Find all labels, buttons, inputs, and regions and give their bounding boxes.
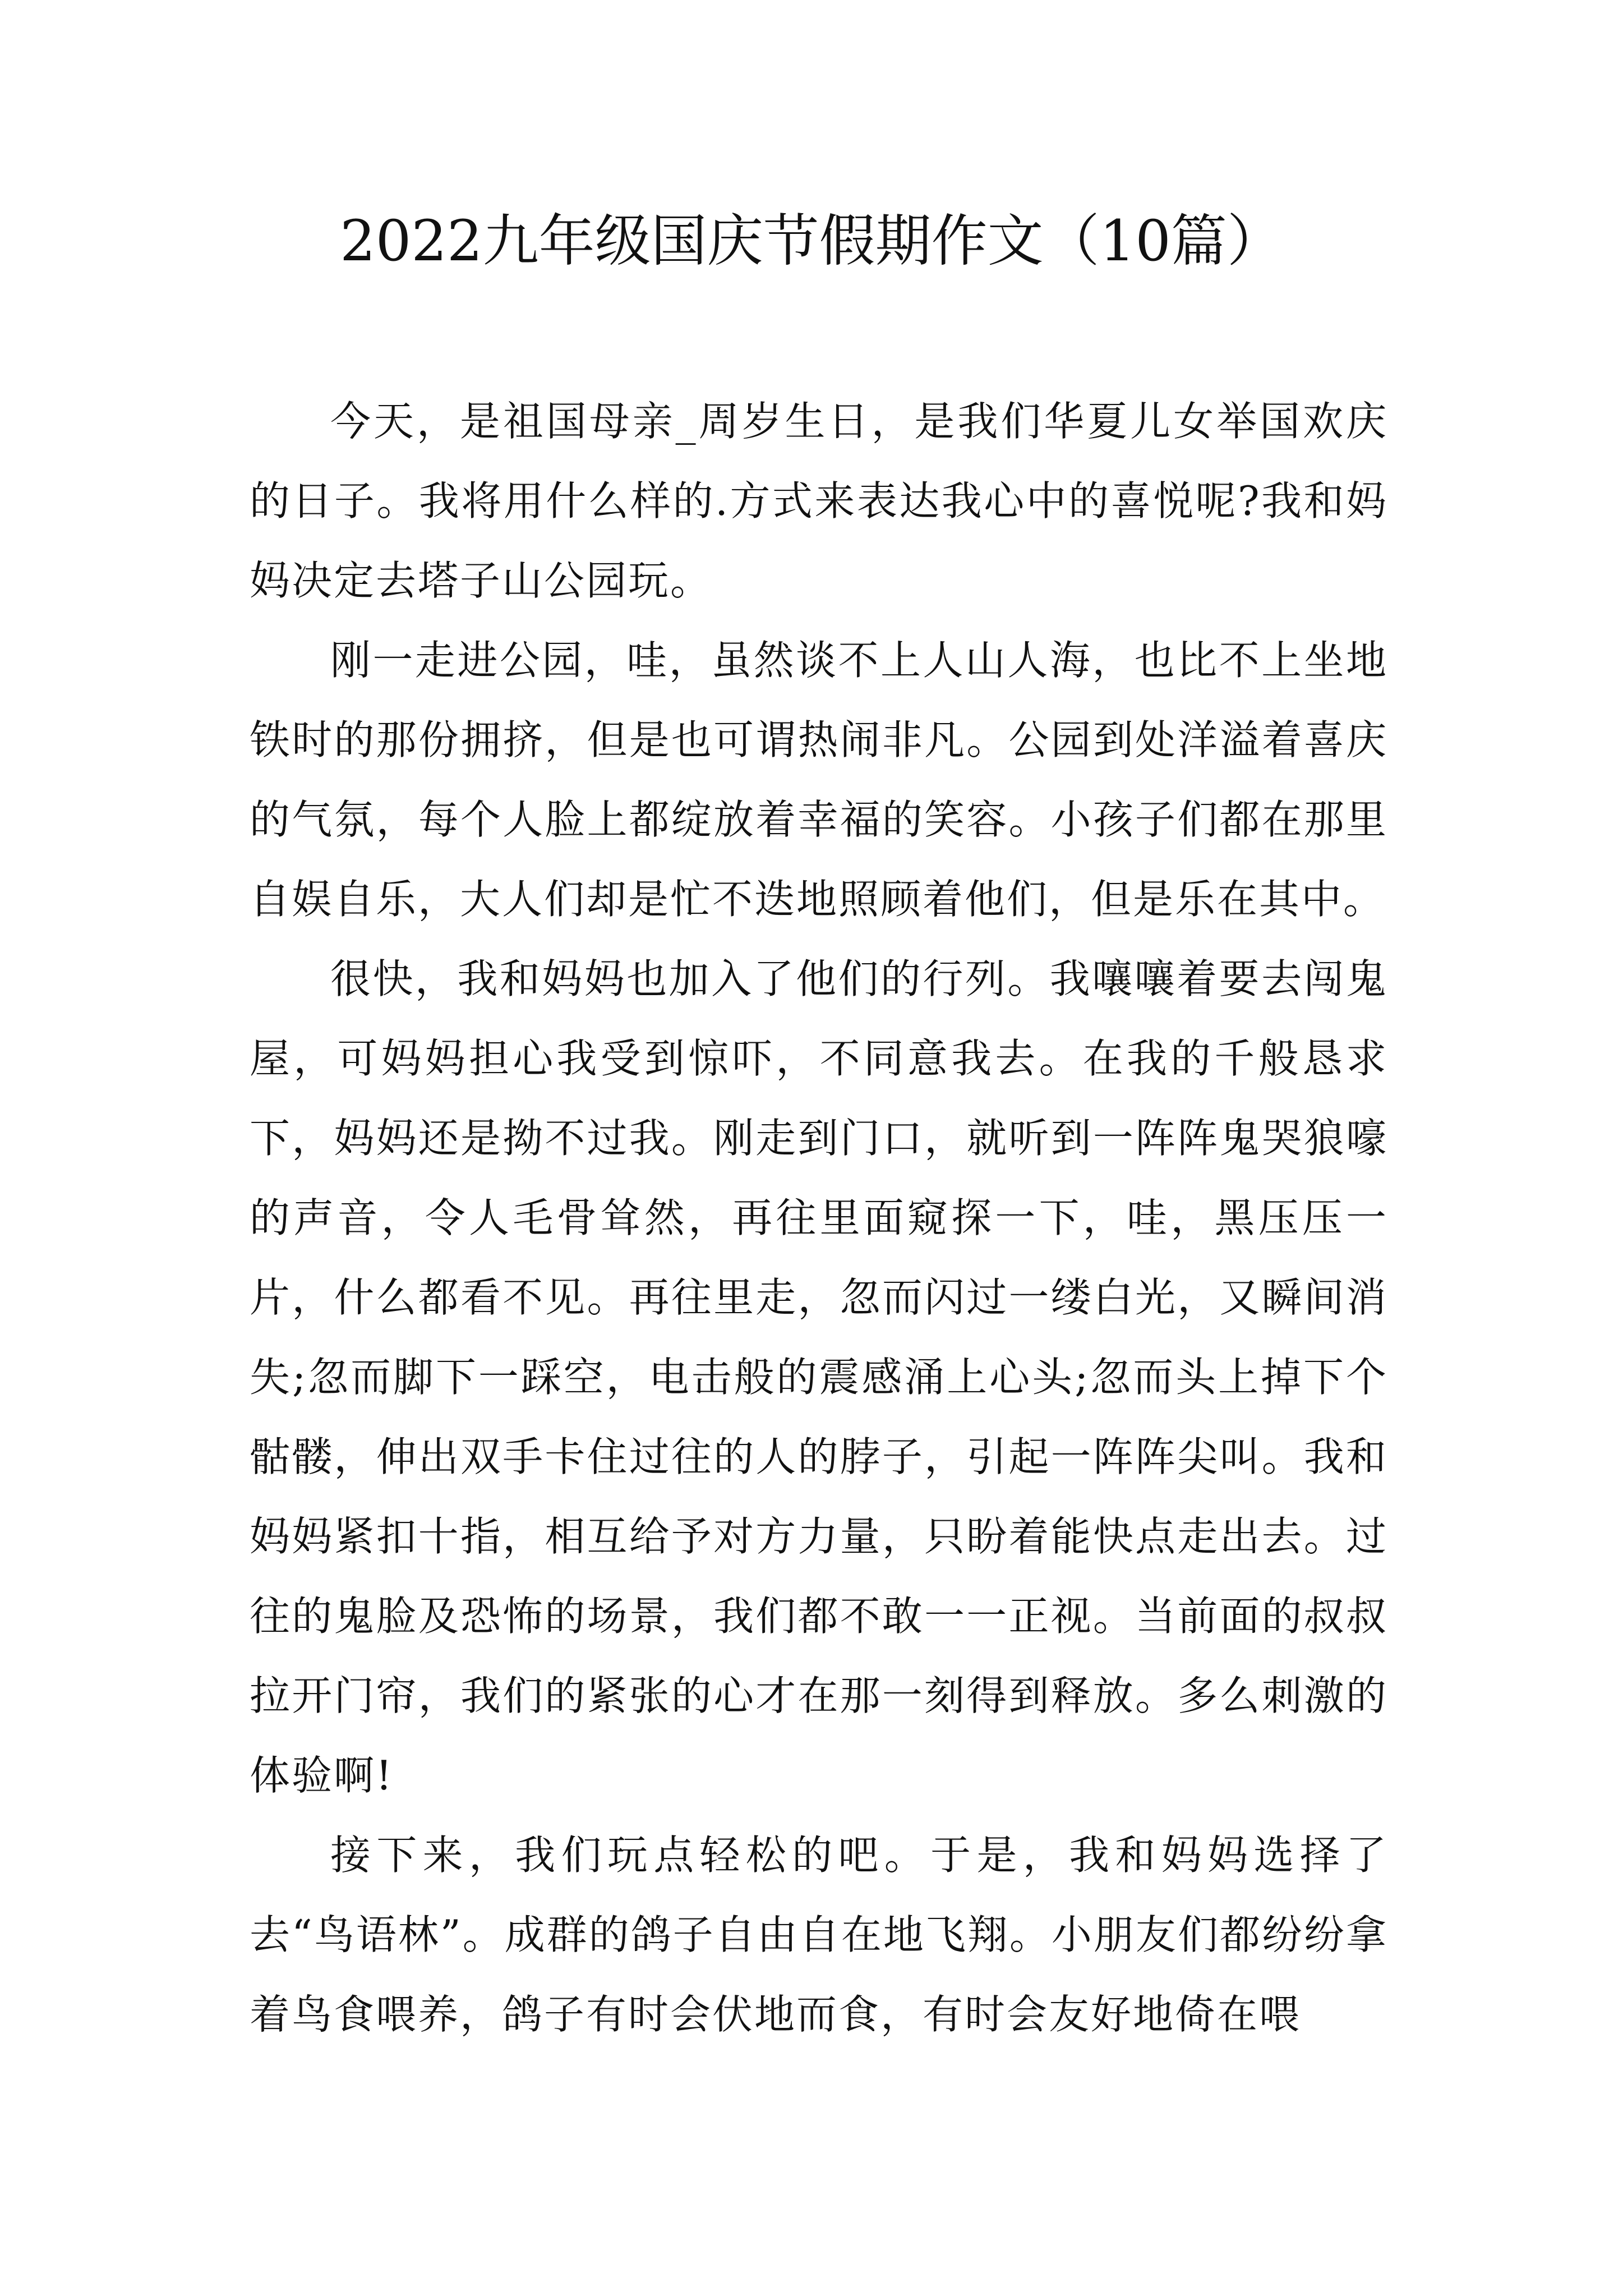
document-title: 2022九年级国庆节假期作文（10篇） — [340, 208, 1283, 274]
document-body — [250, 381, 1388, 2054]
paragraph-2: 刚一走进公园，哇，虽然谈不上人山人海，也比不上坐地铁时的那份拥挤，但是也可谓热闹非凡。公园到处洋溢着喜庆的气氛，每个人脸上都绽放着幸福的笑容。小孩子们都在那里自娱自乐，大人们却是忙不迭地照顾着他们，但是乐在其中。 — [250, 637, 1388, 923]
paragraph-3: 很快，我和妈妈也加入了他们的行列。我嚷嚷着要去闯鬼屋，可妈妈担心我受到惊吓，不同意我去。在我的千般恳求下，妈妈还是拗不过我。刚走到门口，就听到一阵阵鬼哭狼嚎的声音，令人毛骨耸然，再往里面窥探一下，哇，黑压压一片，什么都看不见。再往里走，忽而闪过一缕白光，又瞬间消失;忽而脚下一踩空，电击般的震感涌上心头;忽而头上掉下个骷髅，伸出双手卡住过往的人的脖子，引起一阵阵尖叫。我和妈妈紧扣十指，相互给予对方力量，只盼着能快点走出去。过往的鬼脸及恐怖的场景，我们都不敢一一正视。当前面的叔叔拉开门帘，我们的紧张的心才在那一刻得到释放。多么刺激的体验啊! — [250, 955, 1388, 1799]
paragraph-4: 接下来，我们玩点轻松的吧。于是，我和妈妈选择了去“鸟语林”。成群的鸽子自由自在地飞翔。小朋友们都纷纷拿着鸟食喂养，鸽子有时会伏地而食，有时会友好地倚在喂 — [250, 1832, 1388, 2038]
paragraph-1: 今天，是祖国母亲_周岁生日，是我们华夏儿女举国欢庆的日子。我将用什么样的.方式来表达我心中的喜悦呢?我和妈妈决定去塔子山公园玩。 — [250, 398, 1388, 604]
